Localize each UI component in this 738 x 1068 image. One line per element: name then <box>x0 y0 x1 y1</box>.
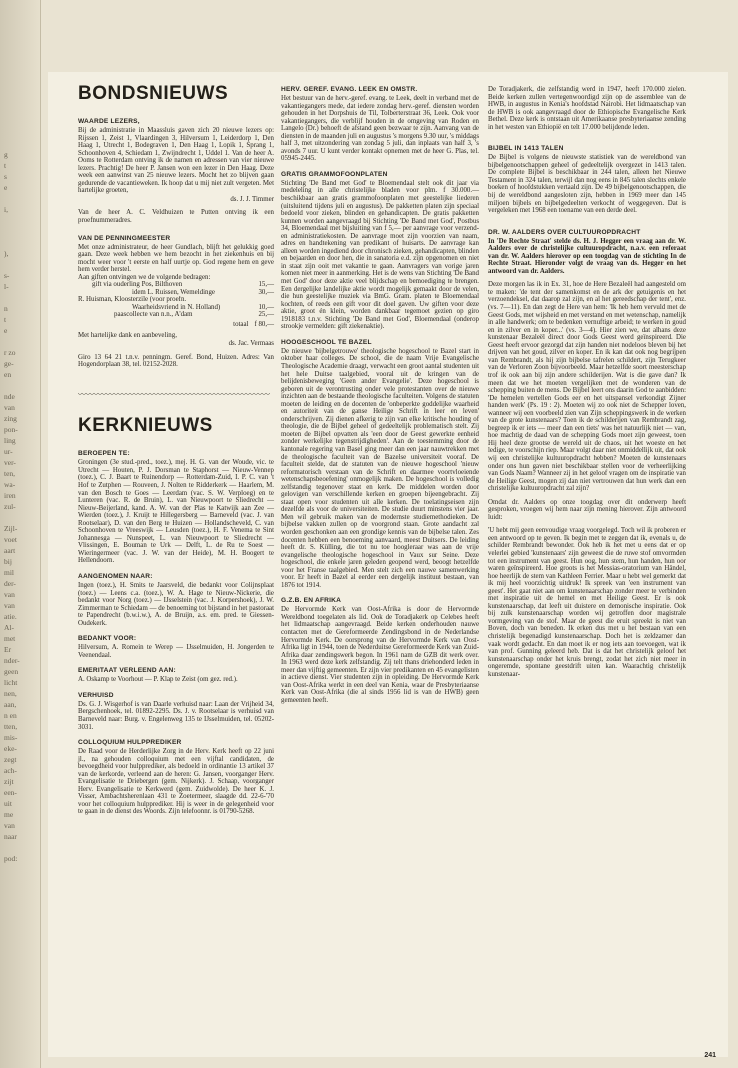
list-item: R. Huisman, Kloosterzile (voor proefn. <box>78 296 187 304</box>
total-row: totaal f 80,— <box>233 321 274 329</box>
facing-page-fragment: zul- <box>4 502 16 511</box>
facing-page-fragment: pod: <box>4 854 18 863</box>
section-heading: G.Z.B. EN AFRIKA <box>281 597 342 605</box>
paragraph: Hilversum, A. Romein te Werep — IJsselmuiden, H. Jongerden te Veenendaal. <box>78 644 274 659</box>
facing-page-fragment: nder- <box>4 656 20 665</box>
facing-page-fragment: voet <box>4 535 17 544</box>
facing-page-fragment: mil <box>4 568 15 577</box>
facing-page-fragment: s <box>4 172 7 181</box>
section-heading: VAN DE PENNINGMEESTER <box>78 234 171 242</box>
signature: ds. Jac. Vermaas <box>228 340 274 348</box>
section-heading: EMERITAAT VERLEEND AAN: <box>78 667 176 675</box>
column-1 <box>78 82 274 816</box>
facing-page-fragment: geen <box>4 667 19 676</box>
list-item: paascollecte van n.n., A'dam 25,— <box>114 311 274 319</box>
paragraph: 'U hebt mij geen eenvoudige vraag voorgelegd. Toch wil ik proberen er een antwoord op te geven. Ik begin met te zeggen dat ik, evenals u, de schilder Rembrandt bewonder. Ook heb ik het met u eens dat er op velerlei gebied 'kunstenaars' zijn geweest die de ruwe stof omvormden tot een instrument van geest. Hun oog, hun stem, hun handen, hun oor waren geïnspireerd. Hoe groots is het Messias-oratorium van Händel, hoe heerlijk de stem van Kathleen Ferrier. Maar u hebt wel gemerkt dat ik mij heel voorzichtig uitdruk! Ik spreek van 'een instrument van geest'. Het gaat niet aan om kunstenaarschap zonder meer te verbinden met inspiratie uit de hemel en met Heilige Geest. Er is ook kunstenaarschap, dat leeft uit duistere en demonische inspiratie. Ook bij zulk kunstenaarschap worden wij getroffen door magistrale vormgeving van de stof. Maar de geest die eruit spreekt is niet van Boven, doch van beneden. Ik erken dus met u het bestaan van een christelijk begenadigd kunstenaarschap. Doch het is zeldzamer dan vaak wordt gedacht. En dan moet ik er nog iets aan toevoegen, wat ik van prof. Gunning geleerd heb. Dat is dat het christelijk geloof het kunstenaarschap onder het kruis brengt, zodat het zich niet meer in ongeremde, spontane geestdrift uiten kan. Waarachtig christelijk kunstenaar- <box>488 527 686 678</box>
lead-paragraph: In 'De Rechte Straat' stelde ds. H. J. Hegger een vraag aan dr. W. Aalders over de christelijke cultuuropdracht, n.a.v. een referaat van dr. W. Aalders hierover op een toogdag van de stichting In de Rechte Straat. Hieronder volgt de vraag van ds. Hegger en het antwoord van dr. Aalders. <box>488 237 686 275</box>
column-2 <box>281 82 479 704</box>
facing-page-fragment: me <box>4 810 14 819</box>
facing-page-fragment: t <box>4 315 7 324</box>
list-item: Waarheidsvriend in N. Holland) 10,— <box>132 303 274 311</box>
facing-page-fragment: bij <box>4 557 12 566</box>
facing-page-fragment: der- <box>4 579 16 588</box>
bondsnieuws-title: BONDSNIEUWS <box>78 83 229 104</box>
paragraph: Met onze administrateur, de heer Gundlach, blijft het gelukkig goed gaan. Deze week hebben we hem bezocht in het ziekenhuis en bij mocht weer voor 't eerste en half uurtje op. God regene hem en geve hem verder herstel. <box>78 243 274 274</box>
facing-page-fragment: e <box>4 183 8 192</box>
facing-page-fragment: naar <box>4 832 17 841</box>
facing-page-fragment: ling <box>4 436 16 445</box>
paragraph: Ingen (toez.), H. Smits te Jaarsveld, die bedankt voor Colijnsplaat (toez.) — Leens c.a. (toez.), W. A. Hage te Nieuw-Nickerie, die bedankt voor Norg (toez.) — IJsselstein (vac. J. Korpershoek), J. W. Zimmerman te Schiedam — de benoeming tot bijstand in het pastoraat te Papendrecht (b.w.i.w.), A. de Bruijn, a.s. em. pred. te Giessen-Oudekerk. <box>78 581 274 627</box>
paragraph: De Raad voor de Herderlijke Zorg in de Herv. Kerk heeft op 22 juni jl., na gehouden colloquium met een vijftal candidaten, de bevoegdheid voor hulpprediker, als bedoeld in ordinantie 13 artikel 37 van de kerkorde, verleend aan de heren: G. Jansen, voorganger Herv. Evangelisatie te Driebergen (gem. Nijkerk). J. Schaap, voorganger Herv. Evangelisatie te Kerkwerd (gem. Zuidwolde). De heer K. J. Visser, Ambachtsherenlaan 431 te Zoetermeer, slaagde dd. 22-6-'70 voor het colloquium hulpprediker. Hij is weer in de gelegenheid voor te gaan in de dienst des Woords. Zijn telefoonnr. is 01790-5268. <box>78 748 274 816</box>
facing-page-fragment: zing <box>4 414 17 423</box>
facing-page-fragment: s- <box>4 271 10 280</box>
paragraph: Van de heer A. C. Veldhuizen te Putten ontving ik een proefnummeradres. <box>78 209 274 225</box>
facing-page-fragment: eke- <box>4 744 17 753</box>
facing-page-fragment: van <box>4 821 15 830</box>
facing-page-fragment: ge- <box>4 359 14 368</box>
section-heading: HERV. GEREF. EVANG. LEEK EN OMSTR. <box>281 86 418 93</box>
column-3 <box>488 82 686 678</box>
section-heading: COLLOQUIUM HULPPREDIKER <box>78 739 182 747</box>
section-heading: DR. W. AALDERS OVER CULTUUROPDRACHT <box>488 228 641 236</box>
facing-page-fragment: mis- <box>4 733 18 742</box>
paragraph: Bij de administratie in Maassluis gaven zich 20 nieuwe lezers op: Rijssen 1, Zeist 1, Vlaardingen 3, Hilversum 1, Leiderdorp 1, Den Haag 1, Utrecht 1, Bodegraven 1, Den Haag 1, Lopik 1, Sprang 1, Schoonhoven 4, Schiedam 1, Zwijndrecht 1, Uddel 1. Van de heer A. Ooms te Rotterdam ontving ik de namen en adressen van vier nieuwe lezers. Prachtig! De heer P. Jansen won een lezer in Den Haag. Deze week een aanwinst van 25 nieuwe lezers. Mocht het zo blijven gaan gedurende de vacantieweken. Ik hoop dat u mij niet zult vergeten. Met hartelijke groeten, <box>78 127 274 195</box>
paragraph: Stichting 'De Band met God' te Bloemendaal stelt ook dit jaar via medeleling in alle christelijke bladen voor plm. f 30.000.— beschikbaar aan gratis grammofoonplaten met geestelijke liederen (uitsluitend tijdens juli en augustus). De pakketten platen zijn speciaal bedoeld voor zieken, blinden en gehandicapten. De gratis pakketten kunnen worden aangevraagd bij Stichting 'De Band met God', Postbus 34, Bloemendaal met bijsluiting van f 5,— per aanvrage voor verzend- en administratiekosten. De aanvrage moet zijn voorzien van naam, adres en handtekening van predikant of huisarts. De aanvrage kan alleen worden ingediend door chronisch zieken, gehandicapten, blinden en bejaarden en door hen, die in sanatoria e.d. zijn opgenomen en niet in staat zijn ooit met vakantie te gaan. Aanvragers van vorige jaren komen niet meer in aanmerking. Het is de wens van Stichting 'De Band met God' door deze aktie veel blijdschap en bemoediging te brengen. Een dergelijke landelijke aktie wordt mogelijk gemaakt door de velen, die hun geestelijke muziek via BmG. Gram. platen te Bloemendaal kochten, of reeds een gift voor dit doel gaven. Uw giften voor deze aktie, groot én klein, worden dankbaar tegemoet gezien op giro 1918183 t.n.v. Stichting 'De Band met God', Bloemendaal (onderop strookje vermelden: gift ziekenaktie). <box>281 179 479 331</box>
section-heading: VERHUISD <box>78 691 114 699</box>
magazine-page <box>48 72 728 1057</box>
paragraph: A. Oskamp te Voorhout — P. Klap te Zeist (om gez. red.). <box>78 676 238 684</box>
section-heading: BEDANKT VOOR: <box>78 635 137 643</box>
gifts-list <box>78 281 274 328</box>
paragraph: Giro 13 64 21 t.n.v. penningm. Geref. Bond, Huizen. Adres: Van Hogendorplaan 38, tel. 02152-2028. <box>78 353 274 369</box>
page-number: 241 <box>704 1052 716 1059</box>
facing-page-fragment: r zo <box>4 348 16 357</box>
facing-page-fragment: met <box>4 634 16 643</box>
paragraph: De nieuwe 'bijbelgetrouwe' theologische hogeschool te Bazel start in oktober haar colleges. De school, die de naam Vrije Evangelische Theologische Academie draagt, verwacht een groot aantal studenten uit het hele Duitse taalgebied, vooral uit de kringen van de belijdenisbeweging 'Geen ander Evangelie'. Deze hogeschool is geboren uit de verontrusting onder vele protestanten over de nieuwe inzichten aan de bestaande theologische faculteiten. Volgens de statuten moeten de leiding en de docenten de 'onbeperkte goddelijke waarheid en autoriteit van de ganse Heilige Schrift in leer en leven' onderschrijven. Zij dienen afkerig te zijn van elke kritische houding of theologie, die de Bijbel geheel of gedeeltelijk problematisch stelt. Zij moeten de Bijbel opvatten als 'een door de Geest gewerkte eenheid zonder werkelijke tegenstrijdigheden'. Aan de toestemming door de kantonale regering van Basel ging meer dan een jaar nauwtrekken met de theologische faculteit van de Bazelse universiteit vooraf. De faculteit stelde, dat de statuten van de nieuwe hogeschool 'nieuw reformatorisch verstaan van de Schrift en daarmee voortvloeiende wetenschapsbeoefening' onmogelijk maken. De hogeschool is volledig zelfstandig tegenover staat en kerk. De middelen worden door gelovigen van verschillende kerken en groepen bijeengebracht. Zij staat open voor studenten uit alle kerken. De toelatingseisen zijn dezelfde als voor de universiteiten. De studie duurt minstens vier jaar. Men wil gebruik maken van de modernste studiemethodieken. De bijbelse vakken zullen op de voorgrond staan. Grote aandacht zal worden geschonken aan een grondige kennis van de bijbelse talen. Zes docenten hebben een benoeming aanvaard, meest Duitsers. De leiding heeft dr. S. Külling, die tot nu toe hoogleraar was aan de vrije evangelische theologische hogeschool in Vaux sur Seine. Deze hogeschool, die enkele jaren geleden geopend werd, beoogt hetzelfde voor het Franse taalgebied. Men stelt zich een nauwe samenwerking voor. Er heeft in Bazel al eerder een dergelijk instituut bestaan, van 1876 tot 1914. <box>281 347 479 589</box>
facing-page-fragment: pon- <box>4 425 18 434</box>
facing-page-fragment: ten, <box>4 469 16 478</box>
kerknieuws-title: KERKNIEUWS <box>78 415 213 437</box>
section-heading: BEROEPEN TE: <box>78 450 130 458</box>
facing-page-fragment: van <box>4 403 15 412</box>
facing-page-fragment: iren <box>4 491 16 500</box>
facing-page-fragment: van <box>4 601 15 610</box>
facing-page-fragment: Er <box>4 645 12 654</box>
paragraph: De Hervormde Kerk van Oost-Afrika is door de Hervormde Wereldbond toegelaten als lid. Ook de Toradjakerk op Celebes heeft het lidmaatschap aangevraagd. Beide kerken onderhouden nauwe contacten met de Gereformeerde Zendingsbond in de Nederlandse Hervormde Kerk. De oorsprong van de Hervormde Kerk van Oost-Afrika ligt in 1944, toen de Nederduitse Gereformeerde Kerk van Zuid-Afrika daar zendingswerk begon. In 1961 nam de GZB dit werk over. In 1963 werd deze kerk zelfstandig. Zij telt thans driehonderd leden in meer dan vijftig gemeenten. Er zijn vier predikanten en 45 evangelisten in actieve dienst. Vier studenten zijn in opleiding. De Hervormde Kerk van Oost-Afrika werkt in een deel van Kenia, waar de Presbyteriaanse Kerk van Oost-Afrika (die al sinds 1956 lid is van de HWB) geen gemeenten heeft. <box>281 606 479 704</box>
paragraph: Omdat dr. Aalders op onze toogdag over dit onderwerp heeft gesproken, vroegen wij hem naar zijn mening hierover. Zijn antwoord luidt: <box>488 498 686 521</box>
facing-page-fragment: nen, <box>4 689 17 698</box>
facing-page-fragment: aan, <box>4 700 17 709</box>
facing-page-fragment: zijt <box>4 777 14 786</box>
facing-page-fragment: e <box>4 326 8 335</box>
paragraph: Ds. G. J. Wisgerhof is van Daarle verhuisd naar: Laan der Vrijheid 34, Bergschenhoek, tel. 01892-2295. Ds. J. v. Rootselaar is verhuisd van Barneveld naar: Burg. v. Engelenweg 135 te IJsselmuiden, tel. 05202-3031. <box>78 700 274 731</box>
facing-page-fragment: uit <box>4 799 12 808</box>
facing-page-fragment: atie. <box>4 612 17 621</box>
facing-page-fragment: l- <box>4 282 9 291</box>
facing-page-fragment: en <box>4 370 12 379</box>
section-heading: WAARDE LEZERS, <box>78 118 140 125</box>
list-item: idem L. Ruissen, Wemeldinge 30,— <box>132 288 274 296</box>
section-heading: AANGENOMEN NAAR: <box>78 572 153 580</box>
facing-page-fragment: tten, <box>4 722 18 731</box>
facing-page-edge <box>0 0 41 1068</box>
paragraph: Groningen (3e stud.-pred., toez.), mej. H. G. van der Woude, vic. te Utrecht — Houten, P. J. Dorsman te Staphorst — Nieuw-Vennep (toez.), C. J. Baart te Ruinendorp — Rotterdam-Zuid, I. P. C. van 't Hof te Zutphen — Rouveen, J. Nolten te Ridderkerk — Haarlem, M. van den Bosch te Goes — Leerdam (vac. S. W. Verploeg) en te Lunteren (vac. R. de Bruin), L. van Nieuwpoort te Sliedrecht — Nieuw-Beijerland, kand. A. W. van der Plas te Katwijk aan Zee — Wierden (toez.), J. Kruijt te Hillegersberg — Barneveld (vac. J. van Rootselaar), D. van den Berg te Huizen — Hollandscheveld, C. van Schoonhoven te Vreeswijk — Leusden (toez.), H. F. Venema te Sint Johannesga — Nunspeet, L. van Nieuwpoort te Sliedrecht — Vlissingen, E. Bouman te Urk — Delft, L. de Ru te Soest — Wieringermeer (vac. J. W. van der Heide), M. H. Boogert te Hellendoorn. <box>78 459 274 565</box>
paragraph: Deze morgen las ik in Ex. 31, hoe de Here Bezaleël had aangesteld om te maken: 'de tent der samenkomst en de ark der getuigenis en het verzoendeksel, dat daarop zal zijn, en al het gereedschap der tent', enz. (vs. 7—11). En dan zegt de Here van hem: 'Ik heb hem vervuld met de Geest Gods, met wijsheid en met verstand en met wetenschap, namelijk in alle handwerk; om te bedenken vernuftige arbeid; te werken in goud en in zilver en in koper...' (vs. 3—4). Hier zien we, dat alhans deze kunstenaar Bezaleël direct door Gods Geest werd geïnspireerd. Die Geest heeft ervoor gezorgd dat zijn handen niet nodeloos bleven bij het drijven van het goud, zilver en koper. En ik kan dat ook nog begrijpen van Rembrandt, als hij zijn bijbelse tafrelen schildert, zijn Terugkeer van de Verloren Zoon bijvoorbeeld. Maar hetzelfde soort meesterschap trof ik ook aan bij zijn andere schilderijen. Wat is die gave dan? Ik meen dat we het moeten vergelijken met de wonderen van de schepping buiten de mens. De Bijbel leert ons daarin God te aanbidden: 'De hemelen vertellen Gods eer en het uitspansel verkondigt Zijner handen werk' (Ps. 19 : 2). Moeten wij zo ook niet de Schepper loven, wanneer wij een voorbeeld zien van Zijn scheppingswerk in de werken van de grote kunstenaars? Toen ik de schilderijen van Rembrandt zag, begreep ik er iets — meer dan een tiets' was het natuurlijk niet — van, hoe machtig de daad van de schepping Gods moet zijn geweest, toen Hij heel deze grootse de wereld uit de chaos, uit het woeste en het ledige, te voorschijn riep. Maar volgt daar niet onmiddellijk uit, dat ook wij een christelijke kultuuropdracht hebben? Moeten de kunstenaars onder ons hun gaven niet beschikbaar stellen voor de verheerlijking van Gods Naam? Wanneer zij in het geloof vragen om de inspiratie van de Heilige Geest, mogen zij dan niet vertrouwen dat hun werk dan een christelijke kultuuropdracht zal zijn? <box>488 281 686 493</box>
list-item: gift via ouderling Pos, Bilthoven 15,— <box>92 281 274 289</box>
facing-page-fragment: g <box>4 150 8 159</box>
signature: ds. J. J. Timmer <box>230 195 274 203</box>
facing-page-fragment: Al- <box>4 623 14 632</box>
facing-page-fragment: i, <box>4 205 8 214</box>
facing-page-fragment: Zijl- <box>4 524 18 533</box>
facing-page-fragment: nde <box>4 392 15 401</box>
section-heading: BIJBEL IN 1413 TALEN <box>488 145 564 153</box>
paragraph: Het bestuur van de herv.-geref. evang. te Leek, deelt in verband met de vakantiegangers mede, dat iedere zondag herv.-geref. diensten worden gehouden in het Dorpshuis de Til, Tolberterstraat 36, Leek. Ook voor vakantiegangers, die verblijf houden in de omgeving van Roden en Langelo (Dr.) behoeft de afstand geen bezwaar te zijn. Aanvang van de diensten in de maanden juli en augustus 's morgens 9.30 uur, 's middags half 3, met uitzondering van zondag 5 juli, dan inplaats van half 3, 's avonds 7 uur. U kunt verder kontakt opnemen met de heer G. Plas, tel. 05945-2445. <box>281 95 479 163</box>
facing-page-fragment: ach- <box>4 766 17 775</box>
facing-page-fragment: wa- <box>4 480 16 489</box>
facing-page-fragment: van <box>4 590 15 599</box>
facing-page-fragment: aart <box>4 546 16 555</box>
section-heading: GRATIS GRAMMOFOONPLATEN <box>281 170 388 178</box>
facing-page-fragment: zegt <box>4 755 17 764</box>
facing-page-fragment: ur- <box>4 447 13 456</box>
facing-page-fragment: een- <box>4 788 17 797</box>
facing-page-fragment: ), <box>4 249 9 258</box>
facing-page-fragment: licht <box>4 678 18 687</box>
facing-page-fragment: ver- <box>4 458 16 467</box>
decorative-divider: 〰〰〰〰〰〰〰〰〰〰〰〰〰〰〰〰〰〰〰〰〰〰〰〰 <box>78 390 270 399</box>
paragraph: De Bijbel is volgens de nieuwste statistiek van de wereldbond van bijbelgenootschappen geheel of gedeeltelijk overgezet in 1413 talen. De complete Bijbel is beschikbaar in 244 talen, alleen het Nieuwe Testament in 324 talen, terwijl dan nog eens in 845 talen slechts enkele boeken of hoofdstukken vertaald zijn. De 49 bijbelgenootschappen, die bij de wereldbond aangesloten zijn, hebben in 1969 meer dan 145 miljoen bijbels en bijbelgedeelten verkocht of weggegeven. Dat is vergeleken met 1968 een toename van een derde deel. <box>488 154 686 215</box>
paragraph: Met hartelijke dank en aanbeveling, <box>78 331 177 339</box>
section-heading: HOOGESCHOOL TE BAZEL <box>281 338 372 346</box>
facing-page-fragment: t <box>4 161 7 170</box>
facing-page-fragment: n <box>4 304 8 313</box>
paragraph: De Toradjakerk, die zelfstandig werd in 1947, heeft 170.000 zielen. Beide kerken zullen vertegenwoordigd zijn op de assemblee van de HWB, in augustus in Kenia's hoofdstad Nairobi. Het lidmaatschap van de HWB is ook aangevraagd door de Ethiopische Evangelische Kerk Bethel. Deze kerk is ontstaan uit Amerikaanse presbyteriaanse zending in het westen van Ethiopië en telt 17.000 belijdende leden. <box>488 86 686 131</box>
gifts-intro: Aan giften ontvingen we de volgende bedragen: <box>78 273 211 281</box>
facing-page-fragment: n en <box>4 711 17 720</box>
